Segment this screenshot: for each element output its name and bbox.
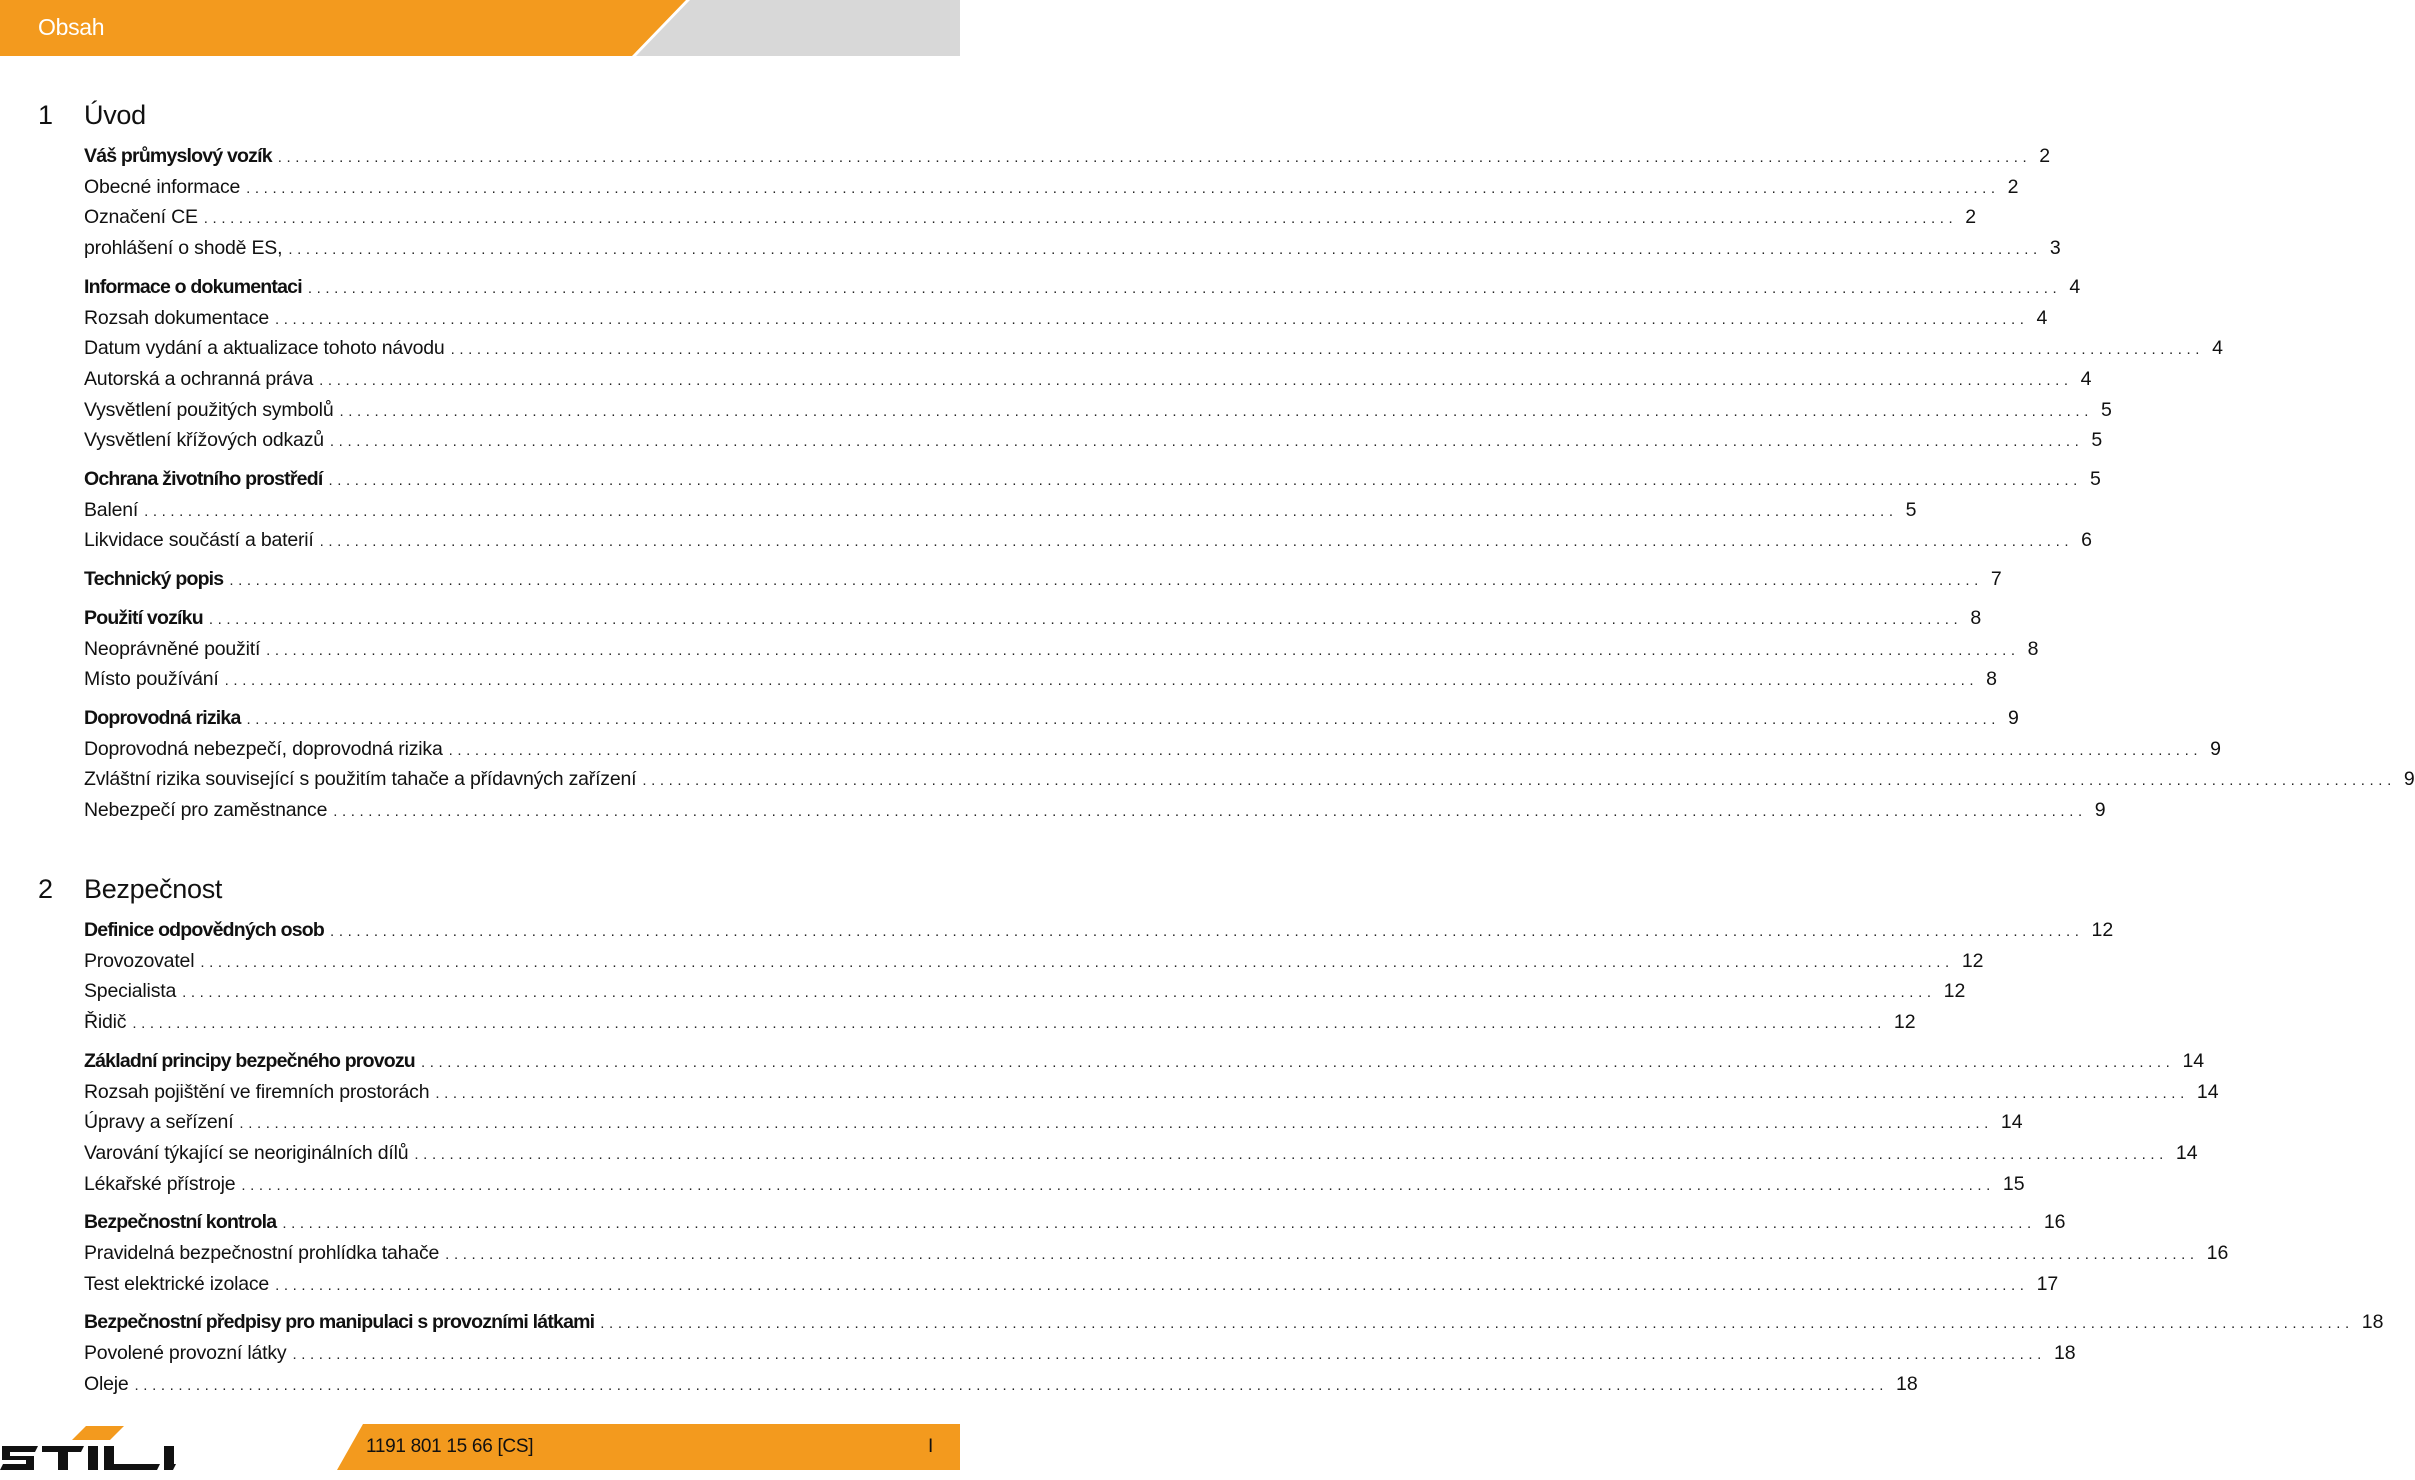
toc-subsection-entry[interactable] (84, 1272, 2059, 1299)
toc-section-entry[interactable] (84, 1311, 2384, 1337)
entry-page-number: 2 (2039, 145, 2051, 167)
entry-page-number: 14 (2182, 1049, 2205, 1072)
entry-label: Likvidace součástí a baterií (84, 529, 314, 552)
entry-label: Obecné informace (84, 175, 241, 198)
toc-subsection-entry[interactable] (84, 1342, 2076, 1368)
toc-subsection-entry[interactable] (84, 1372, 1918, 1399)
dot-leader: ........................................................................................................................................................................................................ (282, 1215, 2036, 1233)
entry-page-number: 4 (2080, 367, 2092, 390)
entry-label: Zvláštní rizika související s použitím tahače a přídavných zařízení (84, 768, 637, 791)
entry-label: Místo používání (84, 668, 219, 691)
toc-section-entry[interactable] (84, 568, 2002, 594)
still-logo (0, 1426, 240, 1474)
dot-leader: ........................................................................................................................................................................................................ (229, 572, 1983, 590)
dot-leader: ........................................................................................................................................................................................................ (319, 371, 2073, 389)
toc-subsection-entry[interactable] (84, 1141, 2198, 1168)
toc-section-entry[interactable] (84, 606, 1982, 633)
logo-accent-shape (72, 1426, 124, 1440)
dot-leader: ........................................................................................................................................................................................................ (246, 179, 2000, 197)
entry-page-number: 3 (2049, 237, 2061, 260)
dot-leader: ........................................................................................................................................................................................................ (448, 741, 2203, 759)
entry-page-number: 2 (1965, 206, 1977, 229)
entry-label: Označení CE (84, 206, 198, 229)
dot-leader: ........................................................................................................................................................................................................ (277, 149, 2032, 166)
toc-subsection-entry[interactable] (84, 1080, 2219, 1107)
toc-section-entry[interactable] (84, 706, 2019, 733)
entry-page-number: 12 (2091, 919, 2114, 941)
entry-label: Základní principy bezpečného provozu (84, 1049, 415, 1072)
dot-leader: ........................................................................................................................................................................................................ (239, 1115, 1993, 1133)
page-header (0, 0, 960, 56)
entry-label: Rozsah dokumentace (84, 306, 270, 329)
entry-page-number: 12 (1943, 980, 1966, 1003)
dot-leader: ........................................................................................................................................................................................................ (208, 610, 1963, 628)
toc-subsection-entry[interactable] (84, 1242, 2229, 1268)
entry-page-number: 5 (2100, 398, 2112, 421)
entry-label: Varování týkající se neoriginálních dílů (84, 1141, 409, 1164)
entry-label: Autorská a ochranná práva (84, 367, 314, 390)
entry-label: Balení (84, 498, 139, 521)
entry-page-number: 4 (2036, 306, 2048, 329)
entry-page-number: 18 (2053, 1342, 2076, 1365)
entry-page-number: 5 (2089, 468, 2101, 490)
entry-label: Datum vydání a aktualizace tohoto návodu (84, 337, 445, 360)
toc-subsection-entry[interactable] (84, 1011, 1916, 1037)
dot-leader: ........................................................................................................................................................................................................ (319, 533, 2074, 551)
chapter-number: 2 (38, 874, 54, 904)
dot-leader: ........................................................................................................................................................................................................ (182, 984, 1936, 1002)
toc-subsection-entry[interactable] (84, 175, 2019, 202)
entry-label: Test elektrické izolace (84, 1272, 270, 1295)
entry-page-number: 8 (1970, 606, 1982, 629)
dot-leader: ........................................................................................................................................................................................................ (307, 279, 2062, 297)
dot-leader: ........................................................................................................................................................................................................ (292, 1346, 2046, 1364)
entry-page-number: 6 (2081, 529, 2092, 552)
entry-page-number: 8 (1986, 668, 1998, 691)
dot-leader: ........................................................................................................................................................................................................ (224, 672, 1979, 690)
dot-leader: ........................................................................................................................................................................................................ (450, 341, 2205, 359)
dot-leader: ........................................................................................................................................................................................................ (132, 1015, 1886, 1033)
entry-label: Informace o dokumentaci (84, 275, 302, 298)
entry-page-number: 9 (2008, 706, 2019, 729)
toc-section-entry[interactable] (84, 1211, 2066, 1237)
toc-section-entry[interactable] (84, 145, 2051, 171)
entry-label: Specialista (84, 980, 177, 1003)
entry-label: Úpravy a seřízení (84, 1111, 234, 1134)
page-title: Obsah (38, 14, 105, 40)
entry-page-number: 15 (2002, 1172, 2025, 1195)
entry-page-number: 7 (1990, 568, 2002, 591)
dot-leader: ........................................................................................................................................................................................................ (200, 953, 1954, 971)
document-code: 1191 801 15 66 [CS] (366, 1436, 534, 1457)
dot-leader: ........................................................................................................................................................................................................ (203, 210, 1958, 228)
entry-label: Bezpečnostní kontrola (84, 1211, 277, 1234)
entry-page-number: 16 (2043, 1211, 2066, 1234)
entry-label: Povolené provozní látky (84, 1342, 287, 1365)
dot-leader: ........................................................................................................................................................................................................ (275, 310, 2029, 328)
toc-subsection-entry[interactable] (84, 337, 2223, 363)
entry-page-number: 5 (2091, 429, 2103, 452)
entry-page-number: 14 (2175, 1141, 2198, 1164)
entry-page-number: 16 (2206, 1242, 2229, 1264)
toc-subsection-entry[interactable] (84, 980, 1966, 1006)
toc-subsection-entry[interactable] (84, 668, 1998, 694)
chapter-heading[interactable] (0, 100, 960, 136)
entry-label: Pravidelná bezpečnostní prohlídka tahače (84, 1242, 440, 1264)
entry-page-number: 2 (2007, 175, 2019, 198)
toc-subsection-entry[interactable] (84, 367, 2092, 394)
logo-wordmark (0, 1446, 176, 1470)
entry-page-number: 9 (2210, 737, 2221, 760)
toc-subsection-entry[interactable] (84, 949, 1984, 976)
toc-section-entry[interactable] (84, 275, 2081, 302)
toc-subsection-entry[interactable] (84, 306, 2048, 333)
toc-subsection-entry[interactable] (84, 206, 1977, 232)
dot-leader: ........................................................................................................................................................................................................ (328, 472, 2082, 489)
entry-label: prohlášení o shodě ES, (84, 237, 283, 260)
dot-leader: ........................................................................................................................................................................................................ (642, 772, 2396, 790)
entry-label: Nebezpečí pro zaměstnance (84, 799, 328, 821)
toc-subsection-entry[interactable] (84, 799, 2106, 825)
entry-label: Oleje (84, 1372, 129, 1395)
entry-label: Řidič (84, 1011, 127, 1034)
entry-label: Vysvětlení použitých symbolů (84, 398, 334, 421)
toc-subsection-entry[interactable] (84, 1111, 2023, 1137)
entry-label: Ochrana životního prostředí (84, 468, 323, 490)
dot-leader: ........................................................................................................................................................................................................ (275, 1276, 2029, 1294)
entry-label: Použití vozíku (84, 606, 203, 629)
dot-leader: ........................................................................................................................................................................................................ (600, 1315, 2354, 1333)
entry-label: Technický popis (84, 568, 224, 591)
toc-section-entry[interactable] (84, 1049, 2205, 1076)
entry-label: Neoprávněné použití (84, 637, 261, 660)
entry-label: Lékařské přístroje (84, 1172, 236, 1195)
entry-page-number: 4 (2069, 275, 2081, 298)
chapter-heading[interactable] (0, 874, 960, 910)
toc-subsection-entry[interactable] (84, 529, 2092, 555)
dot-leader: ........................................................................................................................................................................................................ (134, 1376, 1889, 1394)
dot-leader: ........................................................................................................................................................................................................ (144, 502, 1898, 520)
chapter-title: Úvod (84, 100, 146, 130)
entry-label: Rozsah pojištění ve firemních prostorách (84, 1080, 430, 1103)
toc-subsection-entry[interactable] (84, 637, 2039, 664)
entry-label: Doprovodná nebezpečí, doprovodná rizika (84, 737, 443, 760)
entry-page-number: 14 (2000, 1111, 2023, 1134)
entry-label: Vysvětlení křížových odkazů (84, 429, 324, 452)
entry-label: Definice odpovědných osob (84, 919, 325, 941)
toc-subsection-entry[interactable] (84, 768, 2415, 794)
entry-label: Provozovatel (84, 949, 195, 972)
dot-leader: ........................................................................................................................................................................................................ (339, 402, 2093, 420)
toc-subsection-entry[interactable] (84, 237, 2061, 263)
toc-subsection-entry[interactable] (84, 429, 2103, 455)
entry-label: Bezpečnostní předpisy pro manipulaci s provozními látkami (84, 1311, 595, 1334)
dot-leader: ........................................................................................................................................................................................................ (288, 241, 2042, 259)
dot-leader: ........................................................................................................................................................................................................ (435, 1084, 2189, 1102)
entry-page-number: 12 (1961, 949, 1984, 972)
entry-page-number: 12 (1893, 1011, 1916, 1034)
entry-page-number: 14 (2196, 1080, 2219, 1103)
entry-page-number: 18 (1896, 1372, 1918, 1395)
page-number: I (928, 1436, 934, 1457)
dot-leader: ........................................................................................................................................................................................................ (246, 710, 2001, 728)
entry-label: Váš průmyslový vozík (84, 145, 272, 167)
toc-section-entry[interactable] (84, 919, 2114, 945)
chapter-title: Bezpečnost (84, 874, 223, 904)
entry-page-number: 9 (2094, 799, 2106, 821)
dot-leader: ........................................................................................................................................................................................................ (266, 641, 2020, 659)
toc-section-entry[interactable] (84, 468, 2101, 494)
dot-leader: ........................................................................................................................................................................................................ (414, 1145, 2168, 1163)
entry-page-number: 5 (1905, 498, 1917, 521)
toc-subsection-entry[interactable] (84, 737, 2221, 764)
entry-label: Doprovodná rizika (84, 706, 241, 729)
entry-page-number: 4 (2212, 337, 2223, 360)
dot-leader: ........................................................................................................................................................................................................ (330, 923, 2084, 940)
entry-page-number: 18 (2361, 1311, 2384, 1334)
toc-subsection-entry[interactable] (84, 498, 1917, 525)
toc-subsection-entry[interactable] (84, 1172, 2025, 1199)
entry-page-number: 8 (2027, 637, 2039, 660)
chapter-number: 1 (38, 100, 54, 130)
toc-subsection-entry[interactable] (84, 398, 2112, 425)
entry-page-number: 17 (2036, 1272, 2059, 1295)
dot-leader: ........................................................................................................................................................................................................ (445, 1246, 2199, 1263)
dot-leader: ........................................................................................................................................................................................................ (241, 1176, 1995, 1194)
dot-leader: ........................................................................................................................................................................................................ (333, 803, 2087, 820)
dot-leader: ........................................................................................................................................................................................................ (420, 1053, 2175, 1071)
dot-leader: ........................................................................................................................................................................................................ (329, 433, 2084, 451)
entry-page-number: 9 (2403, 768, 2415, 791)
